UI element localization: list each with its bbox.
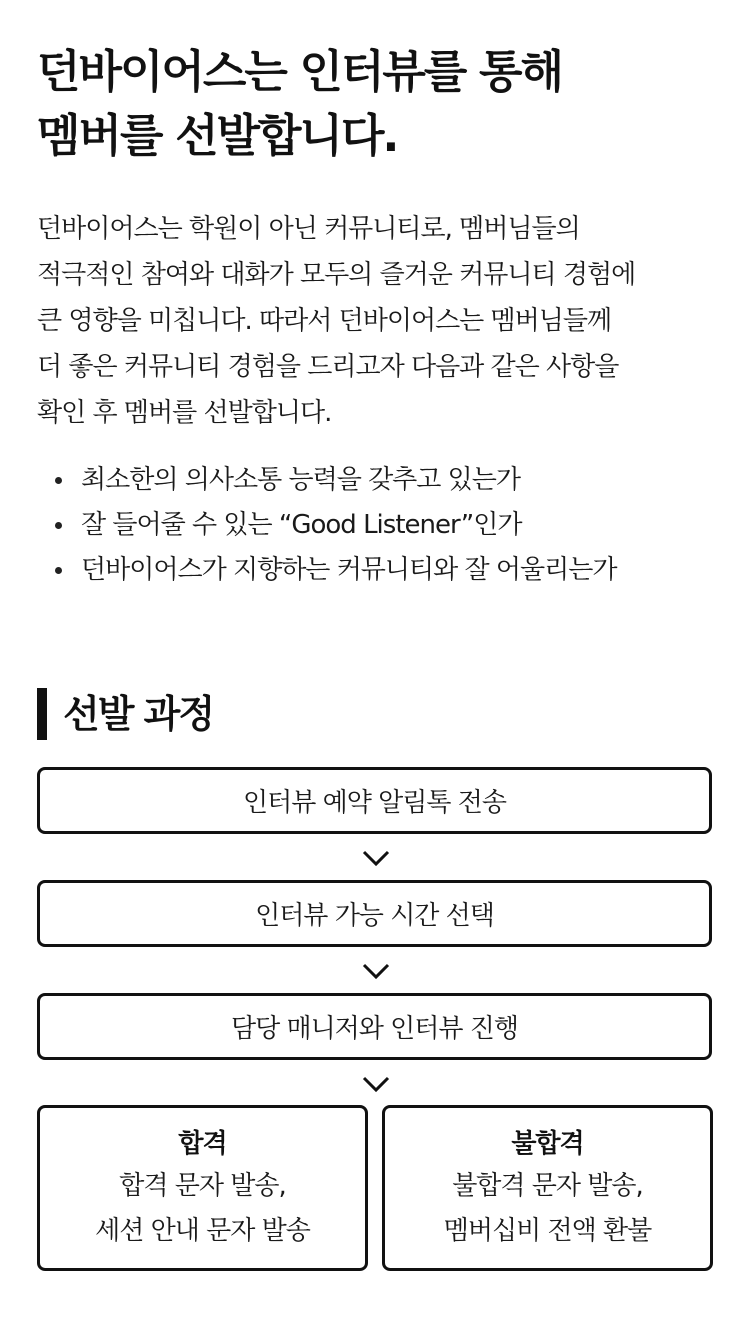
result-pass-line: 세션 안내 문자 발송 (95, 1216, 310, 1246)
result-pass-line: 합격 문자 발송, (119, 1171, 286, 1201)
bullet-icon (55, 567, 62, 574)
result-fail-line: 불합격 문자 발송, (452, 1171, 643, 1201)
criteria-text: 최소한의 의사소통 능력을 갖추고 있는가 (81, 465, 521, 495)
result-pass-title: 합격 (178, 1129, 227, 1159)
intro-paragraph: 던바이어스는 학원이 아닌 커뮤니티로, 멤버님들의 적극적인 참여와 대화가 모두의 즐거운 커뮤니티 경험에 큰 영향을 미칩니다. 따라서 던바이어스는 멤버님들께 더 좋은 커뮤니티 경험을 드리고자 다음과 같은 사항을 확인 후 멤버를 선발합니다. (37, 214, 636, 428)
chevron-down-icon (362, 1074, 390, 1094)
criteria-text: 던바이어스가 지향하는 커뮤니티와 잘 어울리는가 (81, 555, 617, 585)
criteria-item (43, 503, 713, 548)
process-step-3 (37, 993, 712, 1060)
criteria-item (43, 458, 713, 503)
criteria-item (43, 548, 713, 593)
chevron-down-icon (362, 961, 390, 981)
section-heading-text: 선발 과정 (63, 692, 214, 736)
page-headline: 던바이어스는 인터뷰를 통해 멤버를 선발합니다. (37, 45, 562, 162)
criteria-text: 잘 들어줄 수 있는 “Good Listener”인가 (81, 510, 522, 540)
process-step-2 (37, 880, 712, 947)
bullet-icon (55, 522, 62, 529)
result-fail-line: 멤버십비 전액 환불 (443, 1216, 652, 1246)
result-pass-box (37, 1105, 368, 1271)
bullet-icon (55, 477, 62, 484)
criteria-list (37, 458, 713, 593)
process-step-label: 인터뷰 예약 알림톡 전송 (243, 788, 506, 818)
result-fail-box (382, 1105, 713, 1271)
process-step-label: 인터뷰 가능 시간 선택 (255, 901, 494, 931)
result-fail-title: 불합격 (511, 1129, 584, 1159)
process-step-label: 담당 매니저와 인터뷰 진행 (230, 1014, 519, 1044)
section-heading-bar (37, 688, 47, 740)
chevron-down-icon (362, 848, 390, 868)
process-step-1 (37, 767, 712, 834)
section-heading (37, 686, 213, 742)
